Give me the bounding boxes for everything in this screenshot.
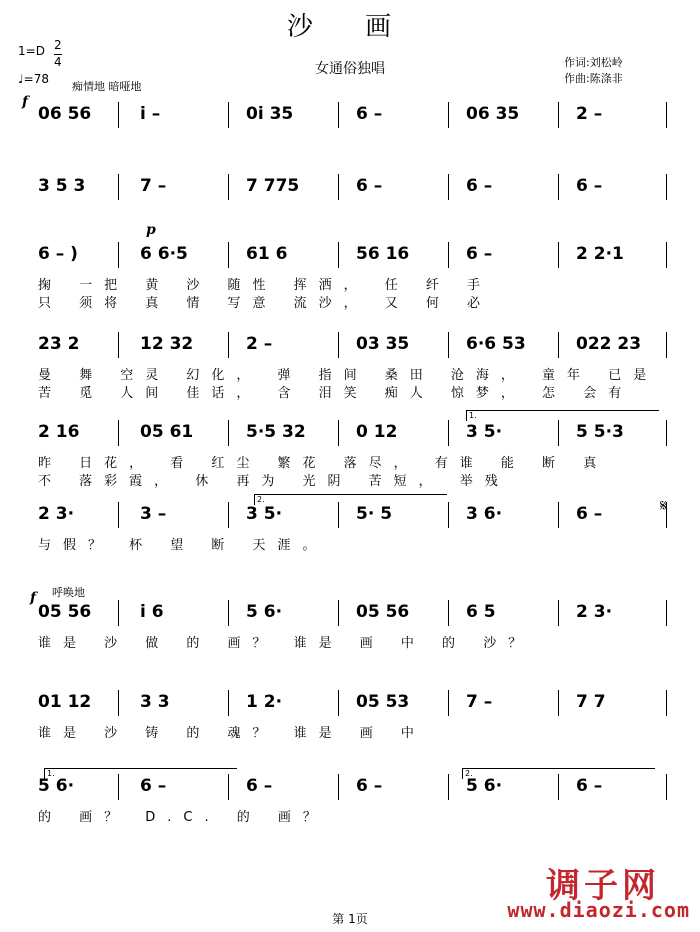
barline xyxy=(666,174,667,200)
measure-notes: 6 – xyxy=(246,776,273,796)
barline xyxy=(228,502,229,528)
lyrics-verse-1: 谁是 沙 铸 的 魂？ 谁是 画 中 xyxy=(38,726,426,741)
lyrics-verse-1: 掬 一把 黄 沙 随性 挥洒， 任 纤 手 xyxy=(38,278,493,293)
barline xyxy=(558,420,559,446)
measure-notes: 01 12 xyxy=(38,692,92,712)
barline xyxy=(448,774,449,800)
measure-notes: 05 56 xyxy=(356,602,410,622)
barline xyxy=(118,502,119,528)
lyrics-verse-1: 谁是 沙 做 的 画？ 谁是 画 中 的 沙？ xyxy=(38,636,534,651)
measure-notes: 3 5· xyxy=(246,504,283,524)
barline xyxy=(118,174,119,200)
barline xyxy=(558,174,559,200)
measure-notes: 7 – xyxy=(466,692,493,712)
barline xyxy=(338,174,339,200)
measure-notes: 3 6· xyxy=(466,504,503,524)
measure-notes: 5 5·3 xyxy=(576,422,624,442)
measure-notes: 56 16 xyxy=(356,244,410,264)
barline xyxy=(448,420,449,446)
barline xyxy=(666,690,667,716)
measure-notes: 2 – xyxy=(246,334,273,354)
measure-notes: 0i 35 xyxy=(246,104,294,124)
measure-notes: 5 6· xyxy=(466,776,503,796)
measure-notes: 23 2 xyxy=(38,334,80,354)
barline xyxy=(666,242,667,268)
barline xyxy=(558,102,559,128)
time-numerator: 2 xyxy=(54,38,62,52)
barline xyxy=(448,242,449,268)
barline xyxy=(666,102,667,128)
measure-notes: 05 56 xyxy=(38,602,92,622)
lyrics-verse-2: 只 须将 真 情 写意 流沙， 又 何 必 xyxy=(38,296,493,311)
measure-notes: 05 61 xyxy=(140,422,194,442)
barline xyxy=(118,600,119,626)
barline xyxy=(448,502,449,528)
measure-notes: i 6 xyxy=(140,602,164,622)
measure-notes: 6 – xyxy=(576,504,603,524)
measure-notes: 6 – xyxy=(356,776,383,796)
score-row xyxy=(0,772,700,872)
measure-notes: 3 5· xyxy=(466,422,503,442)
lyrics-verse-2: 不 落彩霞， 休 再为 光阴 苦短， 举残 xyxy=(38,474,510,489)
lyrics-verse-2: 苦 觅 人间 佳话， 含 泪笑 痴人 惊梦， 怎 会有 xyxy=(38,386,634,401)
watermark-url: www.diaozi.com xyxy=(507,898,690,922)
volta-bracket: 2. xyxy=(462,768,655,779)
barline xyxy=(228,690,229,716)
barline xyxy=(118,242,119,268)
measure-notes: 3 – xyxy=(140,504,167,524)
measure-notes: 6 – xyxy=(466,244,493,264)
measure-notes: 7 – xyxy=(140,176,167,196)
barline xyxy=(228,332,229,358)
barline xyxy=(666,600,667,626)
measure-notes: 5· 5 xyxy=(356,504,393,524)
dynamic-mark: p xyxy=(146,222,156,238)
barline xyxy=(338,690,339,716)
barline xyxy=(448,600,449,626)
barline xyxy=(338,420,339,446)
measure-notes: 6 – xyxy=(576,776,603,796)
key-signature: 1=D xyxy=(18,44,45,58)
barline xyxy=(228,600,229,626)
expression-mark: 痴情地 暗哑地 xyxy=(72,80,142,93)
song-subtitle: 女通俗独唱 xyxy=(315,61,385,77)
measure-notes: 3 5 3 xyxy=(38,176,86,196)
measure-notes: 5 6· xyxy=(246,602,283,622)
expression-mark: 呼唤地 xyxy=(52,586,85,599)
dynamic-mark: f xyxy=(22,94,29,110)
measure-notes: 6 – ) xyxy=(38,244,78,264)
time-denominator: 4 xyxy=(54,55,62,69)
barline xyxy=(666,774,667,800)
barline xyxy=(558,502,559,528)
measure-notes: 6 – xyxy=(576,176,603,196)
score-row xyxy=(0,586,700,698)
barline xyxy=(448,102,449,128)
page-number: 第 1页 xyxy=(332,912,368,926)
barline xyxy=(338,242,339,268)
lyrics-verse-1: 的 画？ D.C. 的 画？ xyxy=(38,810,328,825)
watermark-logo: 调子网 xyxy=(546,866,660,906)
measure-notes: i – xyxy=(140,104,161,124)
barline xyxy=(558,242,559,268)
barline xyxy=(118,420,119,446)
measure-notes: 6·6 53 xyxy=(466,334,526,354)
measure-notes: 12 32 xyxy=(140,334,194,354)
measure-notes: 7 775 xyxy=(246,176,300,196)
dynamic-mark: f xyxy=(30,590,37,606)
measure-notes: 03 35 xyxy=(356,334,410,354)
measure-notes: 2 – xyxy=(576,104,603,124)
measure-notes: 5 6· xyxy=(38,776,75,796)
barline xyxy=(118,332,119,358)
measure-notes: 7 7 xyxy=(576,692,606,712)
measure-notes: 2 2·1 xyxy=(576,244,624,264)
measure-notes: 5·5 32 xyxy=(246,422,306,442)
barline xyxy=(228,420,229,446)
barline xyxy=(666,420,667,446)
volta-bracket: 1. xyxy=(466,410,659,421)
barline xyxy=(338,600,339,626)
volta-bracket: 2. xyxy=(254,494,447,505)
barline xyxy=(228,174,229,200)
tempo-mark: ♩=78 xyxy=(18,72,49,86)
segno-sign: 𝄋 xyxy=(660,496,667,515)
volta-bracket: 1. xyxy=(44,768,237,779)
barline xyxy=(558,332,559,358)
barline xyxy=(448,690,449,716)
composer-credit: 作曲:陈涤非 xyxy=(564,72,623,85)
score-row xyxy=(0,240,700,340)
measure-notes: 6 5 xyxy=(466,602,496,622)
song-title: 沙 画 xyxy=(286,12,414,42)
measure-notes: 6 – xyxy=(140,776,167,796)
measure-notes: 6 – xyxy=(356,176,383,196)
lyrics-verse-1: 与假？ 杯 望 断 天涯。 xyxy=(38,538,328,553)
measure-notes: 0 12 xyxy=(356,422,398,442)
barline xyxy=(448,332,449,358)
measure-notes: 3 3 xyxy=(140,692,170,712)
barline xyxy=(228,102,229,128)
measure-notes: 022 23 xyxy=(576,334,642,354)
measure-notes: 06 56 xyxy=(38,104,92,124)
score-row xyxy=(0,500,700,600)
barline xyxy=(558,600,559,626)
barline xyxy=(228,242,229,268)
barline xyxy=(558,690,559,716)
lyrics-verse-1: 曼 舞 空灵 幻化， 弹 指间 桑田 沧海， 童年 已是 xyxy=(38,368,659,383)
measure-notes: 1 2· xyxy=(246,692,283,712)
measure-notes: 6 – xyxy=(466,176,493,196)
measure-notes: 2 3· xyxy=(38,504,75,524)
barline xyxy=(338,102,339,128)
measure-notes: 06 35 xyxy=(466,104,520,124)
measure-notes: 61 6 xyxy=(246,244,288,264)
measure-notes: 6 – xyxy=(356,104,383,124)
barline xyxy=(338,774,339,800)
barline xyxy=(118,690,119,716)
measure-notes: 2 16 xyxy=(38,422,80,442)
lyrics-verse-1: 昨 日花， 看 红尘 繁花 落尽， 有谁 能 断 真 xyxy=(38,456,609,471)
measure-notes: 05 53 xyxy=(356,692,410,712)
barline xyxy=(338,502,339,528)
measure-notes: 2 3· xyxy=(576,602,613,622)
barline xyxy=(448,174,449,200)
measure-notes: 6 6·5 xyxy=(140,244,188,264)
barline xyxy=(666,332,667,358)
barline xyxy=(338,332,339,358)
barline xyxy=(118,102,119,128)
lyricist-credit: 作词:刘松岭 xyxy=(564,56,623,69)
